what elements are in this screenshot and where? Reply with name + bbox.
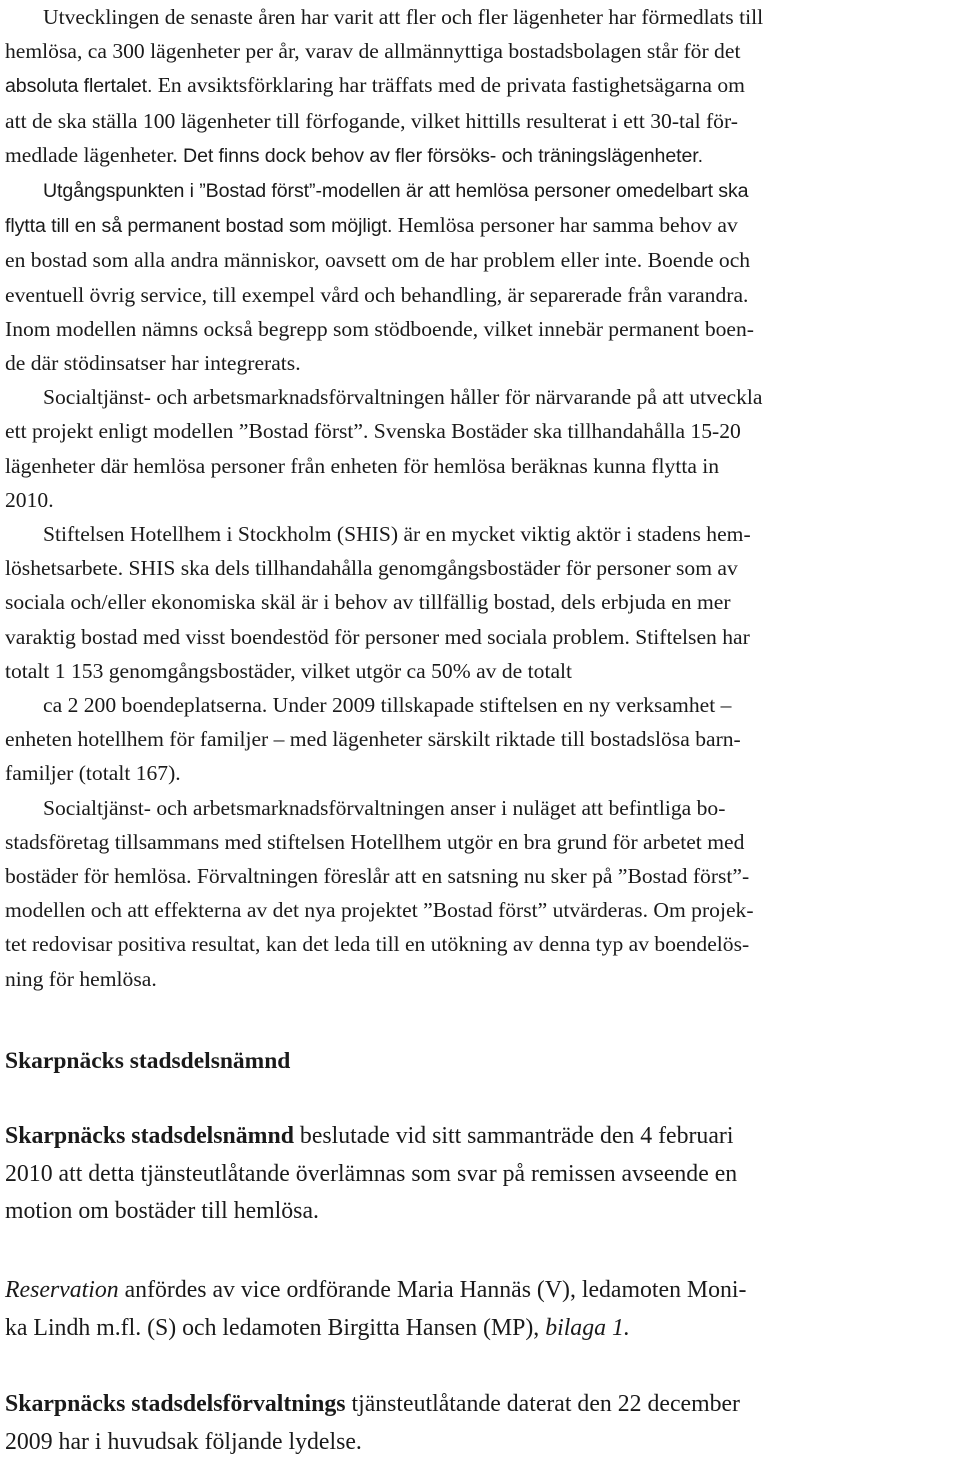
paragraph-housing-development: [5, 0, 956, 380]
text-run: absoluta flertalet.: [5, 75, 153, 98]
text-line: [5, 722, 956, 756]
reservation-label: Reservation: [5, 1277, 119, 1303]
text-line: [5, 1272, 956, 1310]
text-line: [5, 517, 956, 551]
text-run: löshetsarbete.: [5, 556, 124, 581]
text-line: [5, 68, 956, 103]
text-run: hemlösa, ca 300 lägenheter per år, varav de allmännyttiga bostadsbolagen står för det: [5, 39, 741, 64]
text-run: modellen och att effekterna av det nya projektet ”Bostad först” utvärderas.: [5, 898, 648, 923]
text-line: [5, 620, 956, 654]
administration-name: Skarpnäcks stadsdelsförvaltnings: [5, 1391, 346, 1417]
text-run: Under 2009 tillskapade stiftelsen en ny verksamhet –: [267, 693, 732, 718]
text-line: [5, 551, 956, 585]
text-run: Boende och: [642, 248, 751, 273]
text-run: en bostad som alla andra människor, oavsett om de har problem eller inte.: [5, 248, 643, 273]
text-line: [5, 208, 956, 243]
text-run: motion om bostäder till hemlösa.: [5, 1198, 319, 1224]
text-line: [5, 962, 956, 996]
text-run: 2010.: [5, 487, 54, 512]
text-run: enheten hotellhem för familjer – med lägenheter särskilt riktade till bostadslösa barn-: [5, 727, 741, 752]
text-line: [5, 654, 956, 688]
text-run: ca 2 200 boendeplatserna.: [43, 693, 268, 718]
text-line: [5, 791, 956, 825]
text-run: Utgångspunkten i ”Bostad först”-modellen är att hemlösa personer omedelbart ska: [43, 180, 749, 203]
text-run: flytta till en så permanent bostad som möjligt.: [5, 215, 393, 238]
text-run: SHIS ska dels tillhandahålla genomgångsbostäder för personer som av: [123, 556, 738, 581]
text-run: 2009 har i huvudsak följande lydelse.: [5, 1428, 362, 1455]
text-line: [5, 173, 956, 208]
text-line: [5, 0, 956, 34]
text-line: [5, 688, 956, 722]
text-run: varaktig bostad med visst boendestöd för personer med sociala problem.: [5, 624, 630, 649]
paragraph-decision: [5, 1118, 956, 1231]
paragraph-administration: [5, 1386, 956, 1461]
text-run: de där stödinsatser har integrerats.: [5, 351, 301, 376]
text-line: [5, 104, 956, 138]
text-run: ett projekt enligt modellen ”Bostad först”.: [5, 419, 369, 444]
text-line: [5, 1156, 956, 1194]
text-run: lägenheter där hemlösa personer från enheten för hemlösa beräknas kunna flytta in: [5, 453, 720, 478]
text-line: [5, 380, 956, 414]
text-line: [5, 825, 956, 859]
text-run: eventuell övrig service, till exempel vård och behandling, är separerade från varandra.: [5, 282, 749, 307]
text-run: ning för hemlösa.: [5, 966, 157, 991]
paragraph-shis: [5, 517, 956, 791]
text-run: totalt 1 153 genomgångsbostäder, vilket utgör ca 50% av de totalt: [5, 658, 573, 683]
text-run: Stiftelsen Hotellhem i Stockholm (SHIS) är en mycket viktig aktör i stadens hem-: [43, 522, 751, 547]
text-run: Utvecklingen de senaste åren har varit att fler och fler lägenheter har förmedlats till: [43, 5, 764, 29]
paragraph-bostad-forst-project: [5, 380, 956, 517]
text-line: [5, 34, 956, 68]
text-run: sociala och/eller ekonomiska skäl är i behov av tillfällig bostad, dels erbjuda en mer: [5, 590, 731, 615]
text-line: [5, 414, 956, 448]
text-run: Svenska Bostäder ska tillhandahålla 15-20: [368, 419, 741, 444]
text-line: [5, 449, 956, 483]
text-line: [5, 243, 956, 277]
text-line: [5, 1193, 956, 1231]
text-line: [5, 138, 956, 173]
text-run: Inom modellen nämns också begrepp som stödboende, vilket innebär permanent boen-: [5, 316, 754, 341]
text-line: [5, 1386, 956, 1424]
text-run: Socialtjänst- och arbetsmarknadsförvaltningen håller för närvarande på att utveckla: [43, 385, 763, 410]
text-run: Hemlösa personer har samma behov av: [392, 213, 738, 238]
text-line: [5, 346, 956, 380]
text-run: medlade lägenheter.: [5, 142, 178, 167]
text-line: [5, 1118, 956, 1156]
text-line: [5, 927, 956, 961]
text-run: En avsiktsförklaring har träffats med de privata fastighetsägarna om: [152, 73, 745, 98]
paragraph-reservation: [5, 1272, 956, 1347]
text-line: [5, 483, 956, 517]
paragraph-conclusion: [5, 791, 956, 996]
text-line: [5, 756, 956, 790]
text-run: tet redovisar positiva resultat, kan det leda till en utökning av denna typ av boendelös-: [5, 932, 750, 957]
text-line: [5, 312, 956, 346]
text-run: Om projek-: [647, 898, 754, 923]
text-run: ka Lindh m.fl. (S) och ledamoten Birgitta Hansen (MP),: [5, 1314, 546, 1341]
text-line: [5, 893, 956, 927]
text-run: att de ska ställa 100 lägenheter till förfogande, vilket hittills resulterat i ett 30-tal för-: [5, 108, 738, 133]
text-run: bostäder för hemlösa.: [5, 864, 192, 889]
text-run: Stiftelsen har: [629, 624, 750, 649]
text-run: 2010 att detta tjänsteutlåtande överlämnas som svar på remissen avseende en: [5, 1160, 738, 1187]
text-line: [5, 1310, 956, 1348]
text-run: stadsföretag tillsammans med stiftelsen Hotellhem utgör en bra grund för arbetet med: [5, 829, 745, 854]
text-run: Socialtjänst- och arbetsmarknadsförvaltningen anser i nuläget att befintliga bo-: [43, 795, 726, 820]
text-run: Förvaltningen föreslår att en satsning nu sker på ”Bostad först”-: [191, 864, 750, 889]
section-heading: Skarpnäcks stadsdelsnämnd: [5, 1048, 291, 1074]
text-run: Det finns dock behov av fler försöks- och träningslägenheter.: [177, 144, 703, 167]
text-run: beslutade vid sitt sammanträde den 4 februari: [293, 1123, 734, 1149]
text-line: [5, 1424, 956, 1461]
text-run: familjer (totalt 167).: [5, 761, 181, 786]
text-line: [5, 585, 956, 619]
appendix-reference: bilaga 1.: [545, 1314, 630, 1341]
committee-name: Skarpnäcks stadsdelsnämnd: [5, 1123, 294, 1149]
text-run: anfördes av vice ordförande Maria Hannäs (V), ledamoten Moni-: [118, 1277, 747, 1303]
text-run: tjänsteutlåtande daterat den 22 december: [345, 1391, 740, 1417]
text-line: [5, 859, 956, 893]
text-line: [5, 278, 956, 312]
